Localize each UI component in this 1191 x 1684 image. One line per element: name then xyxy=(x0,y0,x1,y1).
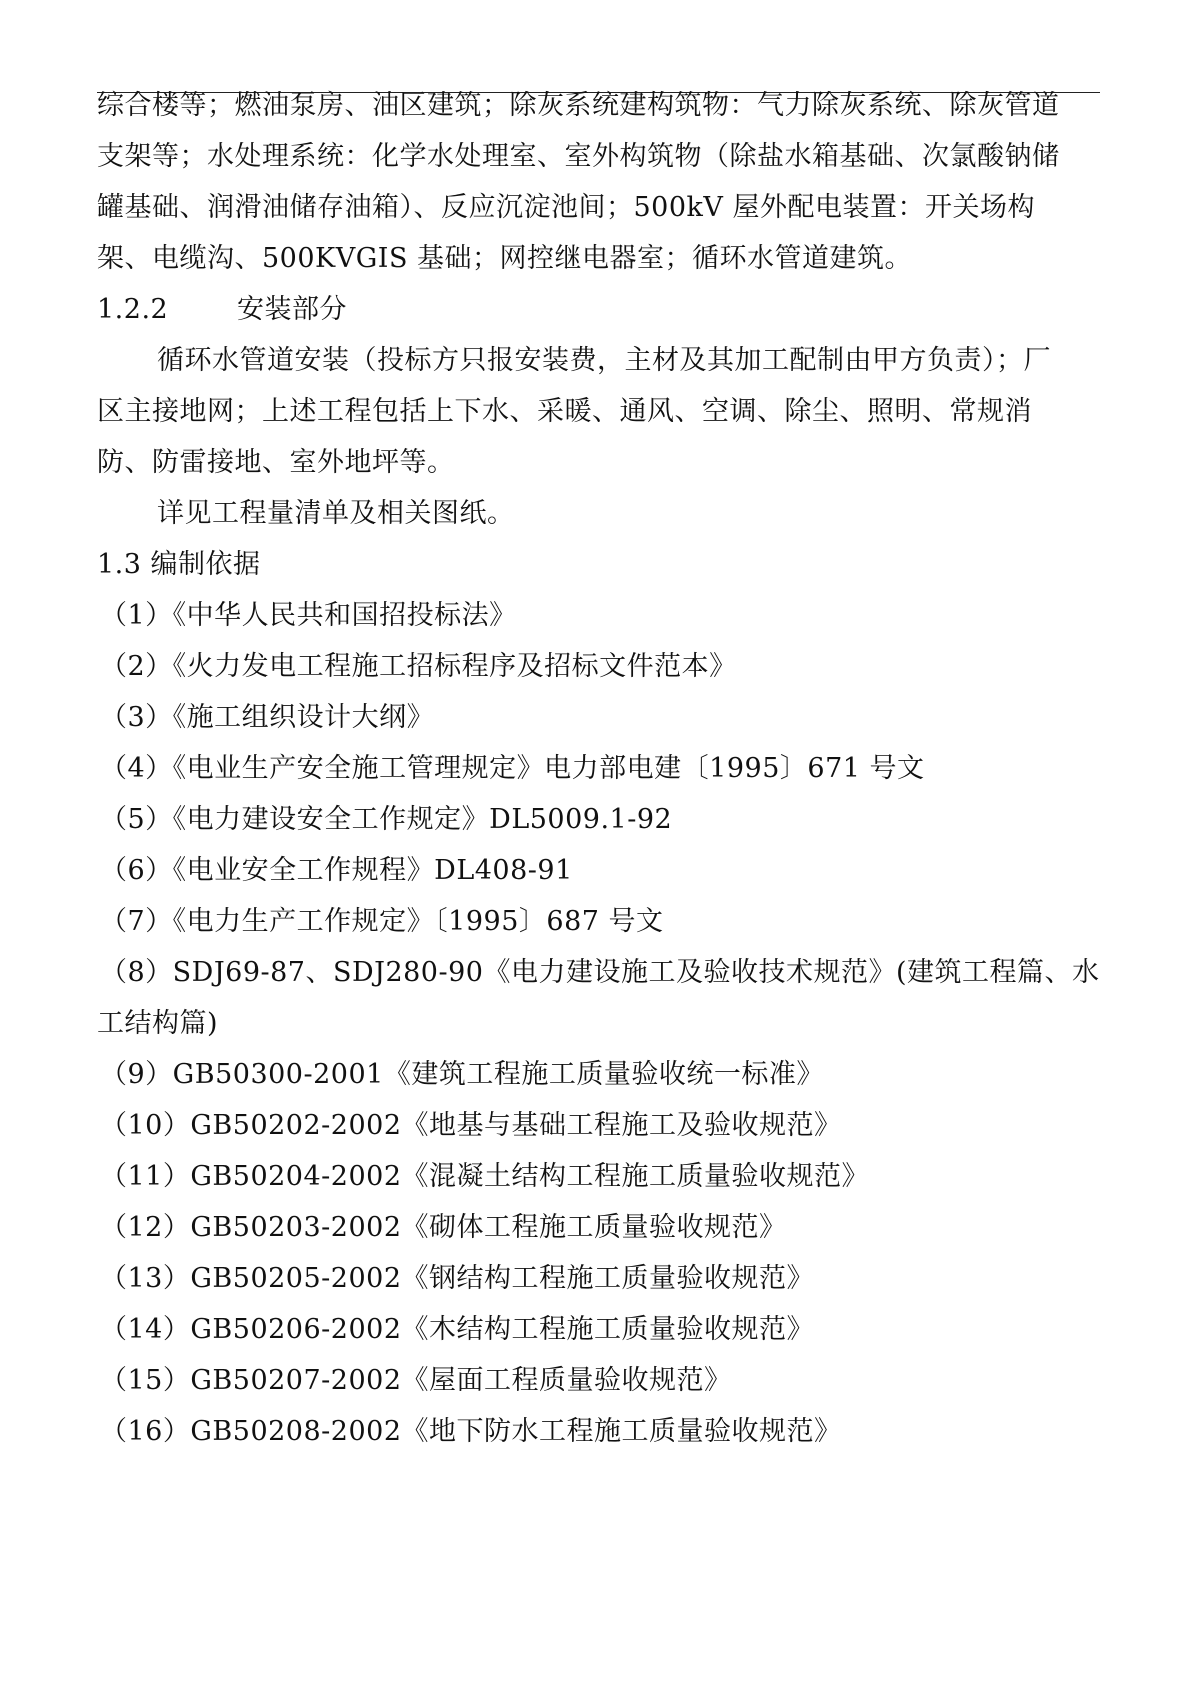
paragraph-line: 详见工程量清单及相关图纸。 xyxy=(157,498,515,529)
reference-item: （1）《中华人民共和国招投标法》 xyxy=(100,600,517,631)
reference-item: （11）GB50204-2002《混凝土结构工程施工质量验收规范》 xyxy=(100,1161,869,1192)
reference-item: （12）GB50203-2002《砌体工程施工质量验收规范》 xyxy=(100,1212,787,1243)
reference-item: （13）GB50205-2002《钢结构工程施工质量验收规范》 xyxy=(100,1263,814,1294)
paragraph-line: 综合楼等；燃油泵房、油区建筑；除灰系统建构筑物：气力除灰系统、除灰管道 xyxy=(97,90,1060,121)
paragraph-line: 支架等；水处理系统：化学水处理室、室外构筑物（除盐水箱基础、次氯酸钠储 xyxy=(97,141,1060,172)
reference-item: （14）GB50206-2002《木结构工程施工质量验收规范》 xyxy=(100,1314,814,1345)
reference-item: （6）《电业安全工作规程》DL408-91 xyxy=(100,855,573,886)
section-title: 安装部分 xyxy=(237,294,347,325)
reference-item: （10）GB50202-2002《地基与基础工程施工及验收规范》 xyxy=(100,1110,842,1141)
section-number: 1.2.2 xyxy=(97,294,169,325)
reference-item: （4）《电业生产安全施工管理规定》电力部电建〔1995〕671 号文 xyxy=(100,753,925,784)
reference-item: （5）《电力建设安全工作规定》DL5009.1-92 xyxy=(100,804,673,835)
section-heading-1-3: 1.3 编制依据 xyxy=(97,549,261,580)
paragraph-line: 罐基础、润滑油储存油箱）、反应沉淀池间；500kV 屋外配电装置：开关场构 xyxy=(97,192,1035,223)
reference-item: （8）SDJ69-87、SDJ280-90《电力建设施工及验收技术规范》(建筑工程篇、水 xyxy=(100,957,1100,988)
reference-item: （3）《施工组织设计大纲》 xyxy=(100,702,435,733)
reference-item: （16）GB50208-2002《地下防水工程施工质量验收规范》 xyxy=(100,1416,842,1447)
paragraph-line: 架、电缆沟、500KVGIS 基础；网控继电器室；循环水管道建筑。 xyxy=(97,243,913,274)
reference-item: （15）GB50207-2002《屋面工程质量验收规范》 xyxy=(100,1365,732,1396)
reference-item-continuation: 工结构篇) xyxy=(97,1008,219,1039)
paragraph-line: 区主接地网；上述工程包括上下水、采暖、通风、空调、除尘、照明、常规消 xyxy=(97,396,1032,427)
section-heading-1-2-2 xyxy=(97,292,347,328)
reference-item: （7）《电力生产工作规定》〔1995〕687 号文 xyxy=(100,906,664,937)
reference-item: （9）GB50300-2001《建筑工程施工质量验收统一标准》 xyxy=(100,1059,824,1090)
paragraph-line: 防、防雷接地、室外地坪等。 xyxy=(97,447,455,478)
paragraph-line: 循环水管道安装（投标方只报安装费，主材及其加工配制由甲方负责）；厂 xyxy=(157,345,1051,376)
reference-item: （2）《火力发电工程施工招标程序及招标文件范本》 xyxy=(100,651,737,682)
